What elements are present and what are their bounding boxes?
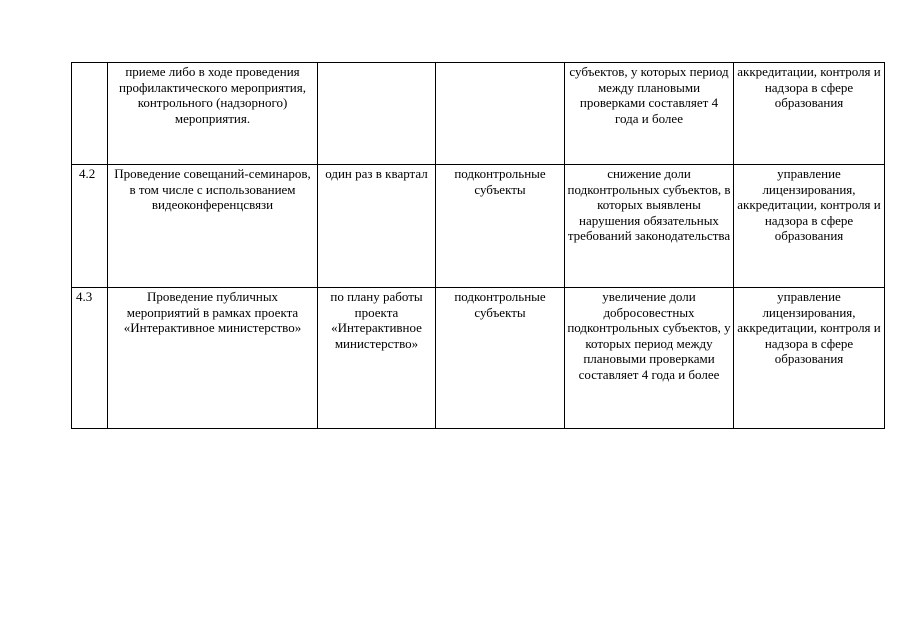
subjects-text: подконтрольные субъекты xyxy=(454,166,546,197)
responsible-cell xyxy=(734,165,885,288)
responsible-text: аккредитации, контроля и надзора в сфере образования xyxy=(737,64,881,110)
row-number-cell xyxy=(72,288,108,429)
table-row xyxy=(72,288,885,429)
indicator-text: снижение доли подконтрольных субъектов, в которых выявлены нарушения обязательных требований законодательства xyxy=(567,166,731,243)
subjects-cell xyxy=(436,288,565,429)
period-cell xyxy=(318,63,436,165)
measures-table xyxy=(71,62,885,429)
responsible-cell xyxy=(734,288,885,429)
period-text: один раз в квартал xyxy=(325,166,428,181)
row-number: 4.3 xyxy=(76,289,93,304)
measure-cell xyxy=(108,288,318,429)
indicator-cell xyxy=(565,288,734,429)
period-cell xyxy=(318,165,436,288)
table-row xyxy=(72,63,885,165)
measure-cell xyxy=(108,165,318,288)
period-text: по плану работы проекта «Интерактивное министерство» xyxy=(330,289,423,351)
subjects-cell xyxy=(436,63,565,165)
indicator-cell xyxy=(565,165,734,288)
row-number-cell xyxy=(72,63,108,165)
indicator-cell xyxy=(565,63,734,165)
measure-text: Проведение публичных мероприятий в рамках проекта «Интерактивное министерство» xyxy=(123,289,302,335)
period-cell xyxy=(318,288,436,429)
responsible-text: управление лицензирования, аккредитации, контроля и надзора в сфере образования xyxy=(737,166,881,243)
subjects-text: подконтрольные субъекты xyxy=(454,289,546,320)
responsible-cell xyxy=(734,63,885,165)
row-number-cell xyxy=(72,165,108,288)
indicator-text: субъектов, у которых период между плановыми проверками составляет 4 года и более xyxy=(569,64,729,126)
table-row xyxy=(72,165,885,288)
measure-cell xyxy=(108,63,318,165)
responsible-text: управление лицензирования, аккредитации, контроля и надзора в сфере образования xyxy=(737,289,881,366)
row-number: 4.2 xyxy=(79,166,96,181)
measure-text: Проведение совещаний-семинаров, в том числе с использованием видеоконференцсвязи xyxy=(114,166,311,212)
subjects-cell xyxy=(436,165,565,288)
indicator-text: увеличение доли добросовестных подконтрольных субъектов, у которых период между плановыми проверками составляет 4 года и более xyxy=(567,289,731,382)
measure-text: приеме либо в ходе проведения профилактического мероприятия, контрольного (надзорного) мероприятия. xyxy=(119,64,306,126)
